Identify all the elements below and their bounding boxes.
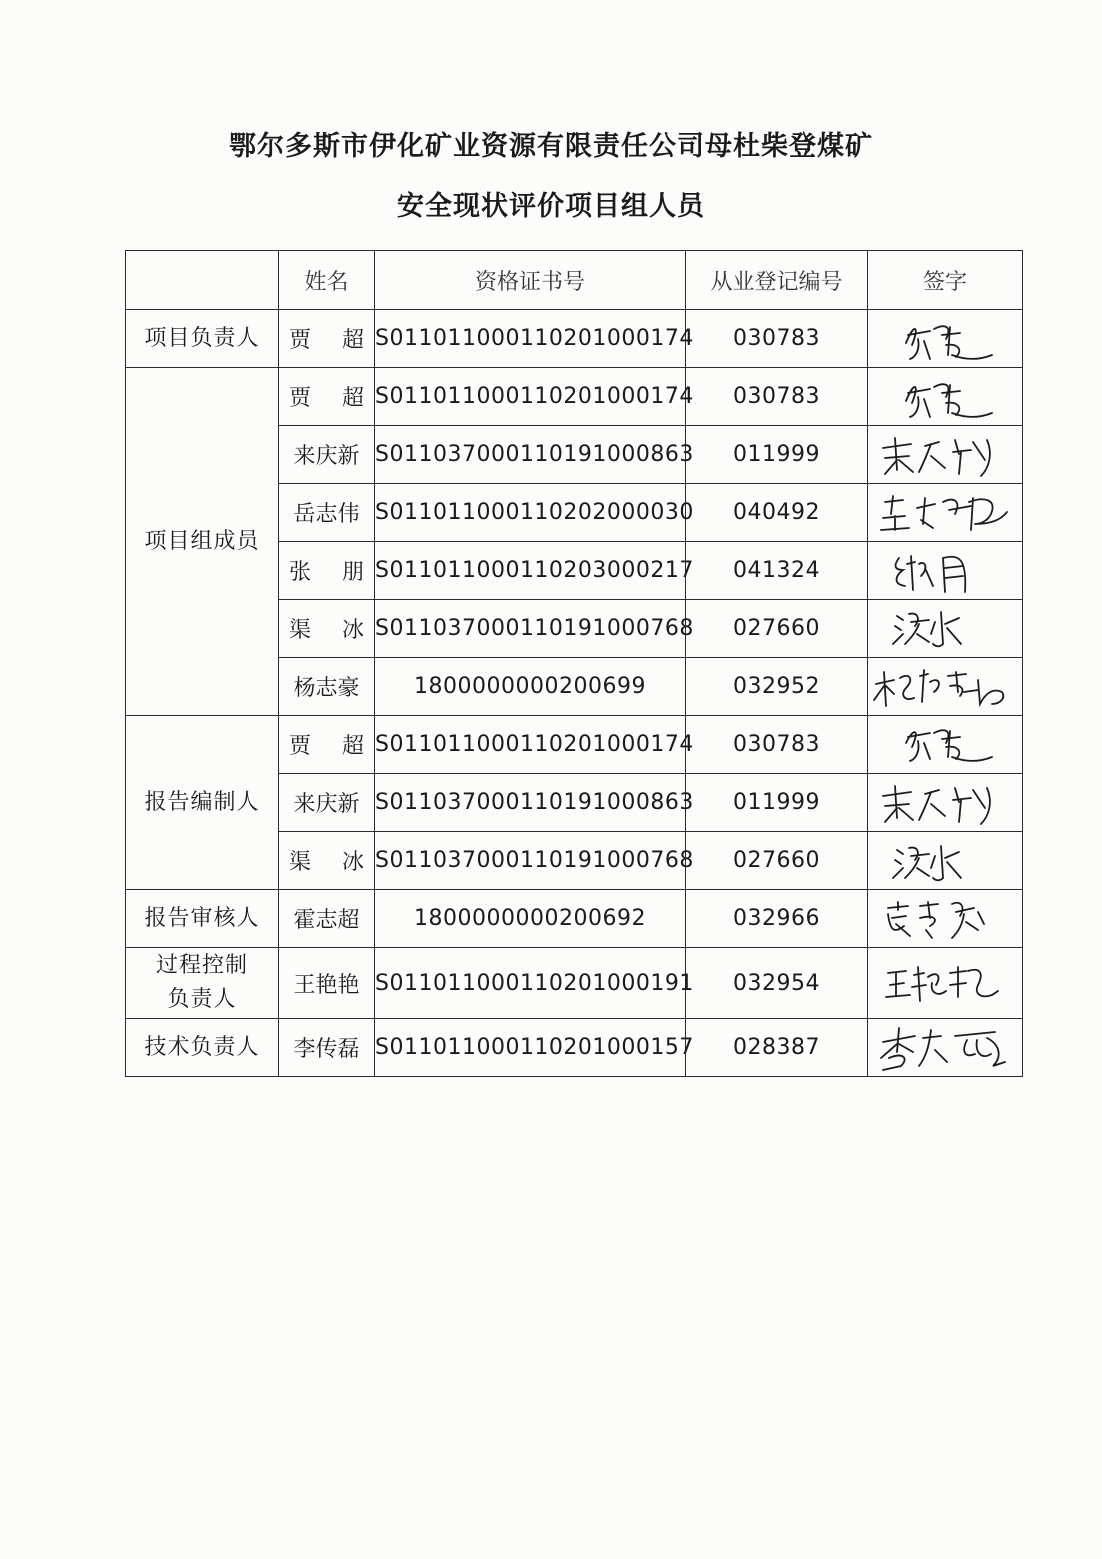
cert-cell: S011011000110201000157: [375, 1019, 686, 1077]
signature-cell: [868, 484, 1023, 542]
header-sign: 签字: [868, 251, 1023, 310]
reg-cell: 011999: [686, 426, 868, 484]
cert-cell: S011011000110201000174: [375, 368, 686, 426]
name-part: 渠: [289, 618, 312, 643]
name-part: 张: [289, 560, 312, 585]
table-row: [126, 1019, 1023, 1077]
reg-cell: 032966: [686, 890, 868, 948]
header-row: [126, 251, 1023, 310]
reg-cell: 040492: [686, 484, 868, 542]
signature-cell: [868, 310, 1023, 368]
name-part: 冰: [341, 618, 364, 643]
table-row: [126, 890, 1023, 948]
handwritten-signature: [875, 1022, 1015, 1074]
signature-cell: [868, 426, 1023, 484]
name-cell: [279, 542, 375, 600]
name-part: 贾: [289, 328, 312, 353]
handwritten-signature: [890, 721, 1000, 769]
cert-cell: S011011000110201000174: [375, 310, 686, 368]
signature-cell: [868, 542, 1023, 600]
name-cell: 李传磊: [279, 1019, 375, 1077]
signature-cell: [868, 948, 1023, 1019]
name-cell: 来庆新: [279, 426, 375, 484]
name-part: 渠: [289, 850, 312, 875]
name-part: 贾: [289, 734, 312, 759]
role-cell: [126, 948, 279, 1019]
name-cell: 岳志伟: [279, 484, 375, 542]
handwritten-signature: [885, 546, 1005, 596]
role-cell: 项目组成员: [126, 368, 279, 716]
document-subtitle: 安全现状评价项目组人员: [397, 191, 705, 222]
cert-cell: 1800000000200699: [375, 658, 686, 716]
cert-cell: S011037000110191000863: [375, 774, 686, 832]
handwritten-signature: [875, 430, 1015, 480]
reg-cell: 011999: [686, 774, 868, 832]
table-row: [126, 368, 1023, 426]
role-line: 负责人: [167, 987, 237, 1012]
role-cell: 报告编制人: [126, 716, 279, 890]
signature-cell: [868, 368, 1023, 426]
cert-cell: S011011000110202000030: [375, 484, 686, 542]
signature-cell: [868, 600, 1023, 658]
cert-cell: S011037000110191000863: [375, 426, 686, 484]
cert-cell: S011037000110191000768: [375, 832, 686, 890]
handwritten-signature: [880, 894, 1010, 944]
name-part: 超: [341, 734, 364, 759]
reg-cell: 032954: [686, 948, 868, 1019]
table-row: [126, 310, 1023, 368]
role-cell: 报告审核人: [126, 890, 279, 948]
name-part: 冰: [341, 850, 364, 875]
reg-cell: 041324: [686, 542, 868, 600]
signature-cell: [868, 832, 1023, 890]
handwritten-signature: [875, 778, 1015, 828]
header-cert: 资格证书号: [375, 251, 686, 310]
reg-cell: 030783: [686, 716, 868, 774]
name-cell: 杨志豪: [279, 658, 375, 716]
name-cell: [279, 310, 375, 368]
handwritten-signature: [880, 957, 1010, 1009]
name-cell: 霍志超: [279, 890, 375, 948]
cert-cell: S011011000110203000217: [375, 542, 686, 600]
handwritten-signature: [885, 836, 1005, 886]
name-part: 超: [341, 328, 364, 353]
cert-cell: S011037000110191000768: [375, 600, 686, 658]
table-row: [126, 948, 1023, 1019]
role-cell: 项目负责人: [126, 310, 279, 368]
role-line: 过程控制: [155, 953, 248, 978]
signature-cell: [868, 890, 1023, 948]
name-part: 朋: [341, 560, 364, 585]
reg-cell: 027660: [686, 832, 868, 890]
header-name: 姓名: [279, 251, 375, 310]
header-role: [126, 251, 279, 310]
name-cell: 来庆新: [279, 774, 375, 832]
table-row: [126, 716, 1023, 774]
reg-cell: 027660: [686, 600, 868, 658]
handwritten-signature: [885, 604, 1005, 654]
handwritten-signature: [890, 315, 1000, 363]
cert-cell: S011011000110201000174: [375, 716, 686, 774]
personnel-table: [125, 250, 1023, 1077]
signature-cell: [868, 774, 1023, 832]
reg-cell: 028387: [686, 1019, 868, 1077]
name-cell: [279, 600, 375, 658]
document-title: 鄂尔多斯市伊化矿业资源有限责任公司母杜柴登煤矿: [229, 131, 873, 162]
name-cell: [279, 832, 375, 890]
name-part: 超: [341, 386, 364, 411]
name-cell: [279, 716, 375, 774]
signature-cell: [868, 658, 1023, 716]
name-part: 贾: [289, 386, 312, 411]
reg-cell: 030783: [686, 310, 868, 368]
handwritten-signature: [890, 373, 1000, 421]
cert-cell: 1800000000200692: [375, 890, 686, 948]
role-cell: 技术负责人: [126, 1019, 279, 1077]
reg-cell: 030783: [686, 368, 868, 426]
handwritten-signature: [875, 488, 1015, 538]
name-cell: [279, 368, 375, 426]
cert-cell: S011011000110201000191: [375, 948, 686, 1019]
handwritten-signature: [870, 662, 1020, 712]
signature-cell: [868, 1019, 1023, 1077]
header-reg: 从业登记编号: [686, 251, 868, 310]
reg-cell: 032952: [686, 658, 868, 716]
name-cell: 王艳艳: [279, 948, 375, 1019]
signature-cell: [868, 716, 1023, 774]
